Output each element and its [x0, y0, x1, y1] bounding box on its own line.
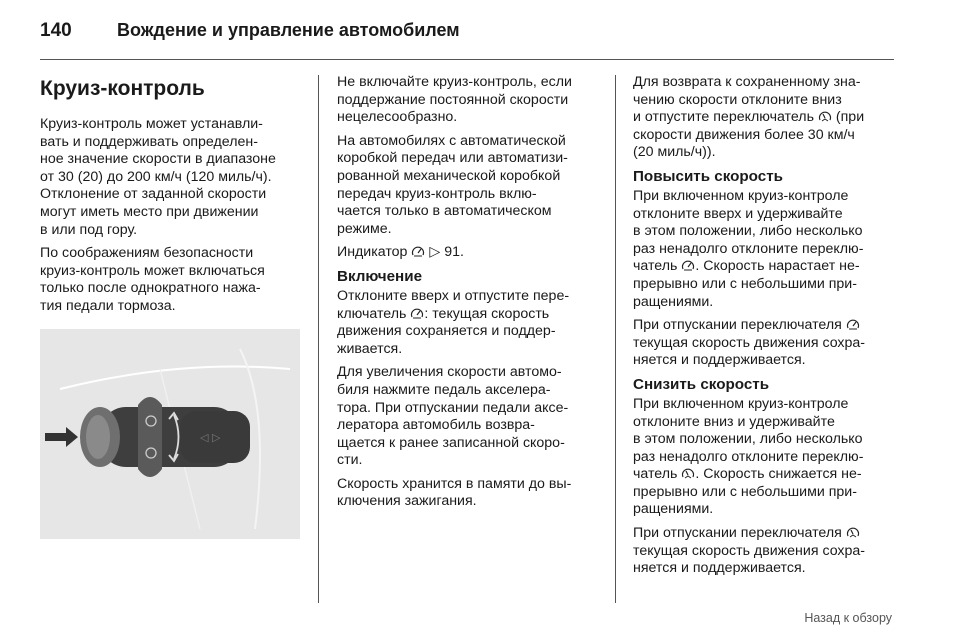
lever-drawing: [40, 329, 300, 539]
back-to-overview-link[interactable]: Назад к обзору: [804, 611, 892, 625]
page-number: 140: [40, 20, 72, 41]
svg-text:◁ ▷: ◁ ▷: [200, 431, 221, 444]
cruise-control-icon: [846, 318, 860, 331]
increase-paragraph-1: При включенном круиз-контроле отклоните вверх и удерживайте в этом положении, либо несколько раз ненадолго отклоните переклю- чатель . Скорость нарастает не- прерывно или с небольшими при- ращениями.: [633, 187, 864, 310]
warning-paragraph: Не включайте круиз-контроль, если поддержание постоянной скорости нецелесообразно.: [337, 74, 572, 126]
increase-paragraph-2: При отпускании переключателя текущая скорость движения сохра- няется и поддерживается.: [633, 317, 866, 369]
cruise-control-icon: [411, 245, 425, 258]
enable-paragraph-1: Отклоните вверх и отпустите пере- ключатель : текущая скорость движения сохраняется и поддер- живается.: [337, 287, 570, 357]
automatic-transmission-paragraph: На автомобилях с автоматической коробкой передач или автоматизи- рованной механической коробкой передач круиз-контроль вклю- чается только в автоматическом режиме.: [337, 132, 568, 237]
decrease-speed-heading: Снизить скорость: [633, 375, 770, 393]
column-1: [40, 74, 305, 322]
intro-paragraph: Круиз-контроль может устанавли- вать и поддерживать определен- ное значение скорости в диапазоне от 30 (20) до 200 км/ч (120 миль/ч). Отклонение от заданной скорости могут иметь место при движении в или под гору.: [40, 116, 276, 238]
cruise-resume-icon: [818, 110, 832, 123]
column-divider-2: [615, 75, 616, 603]
increase-speed-heading: Повысить скорость: [633, 167, 783, 185]
page-reference-arrow-icon: ▷: [429, 244, 441, 261]
decrease-paragraph-2: При отпускании переключателя текущая скорость движения сохра- няется и поддерживается.: [633, 525, 866, 577]
resume-paragraph: Для возврата к сохраненному зна- чению скорости отклоните вниз и отпустите переключатель (при скорости движения более 30 км/ч (20 миль/ч)).: [633, 74, 865, 161]
enable-heading: Включение: [337, 267, 423, 285]
column-divider-1: [318, 75, 319, 603]
enable-paragraph-2: Для увеличения скорости автомо- биля нажмите педаль акселера- тора. При отпускании педали аксе- лератора автомобиль возвра- щается к ранее записанной скоро- сти.: [337, 364, 569, 469]
header-rule: [40, 59, 894, 60]
chapter-title: Вождение и управление автомобилем: [117, 20, 460, 40]
cruise-control-icon: [410, 307, 424, 320]
column-3: [633, 74, 898, 584]
cruise-control-icon: [681, 259, 695, 272]
cruise-resume-icon: [681, 467, 695, 480]
indicator-reference: Индикатор ▷ 91.: [337, 244, 464, 261]
enable-paragraph-3: Скорость хранится в памяти до вы- ключения зажигания.: [337, 475, 572, 510]
safety-paragraph: По соображениям безопасности круиз-контроль может включаться только после однократного нажа- тия педали тормоза.: [40, 245, 265, 314]
decrease-paragraph-1: При включенном круиз-контроле отклоните вниз и удерживайте в этом положении, либо несколько раз ненадолго отклоните переклю- чатель . Скорость снижается не- прерывно или с небольшими при- ращениями.: [633, 395, 864, 518]
cruise-resume-icon: [846, 526, 860, 539]
cruise-control-lever-illustration: [40, 329, 300, 539]
section-title: Круиз-контроль: [40, 77, 205, 100]
column-2: [337, 74, 607, 517]
page-reference-link[interactable]: 91.: [444, 244, 464, 261]
